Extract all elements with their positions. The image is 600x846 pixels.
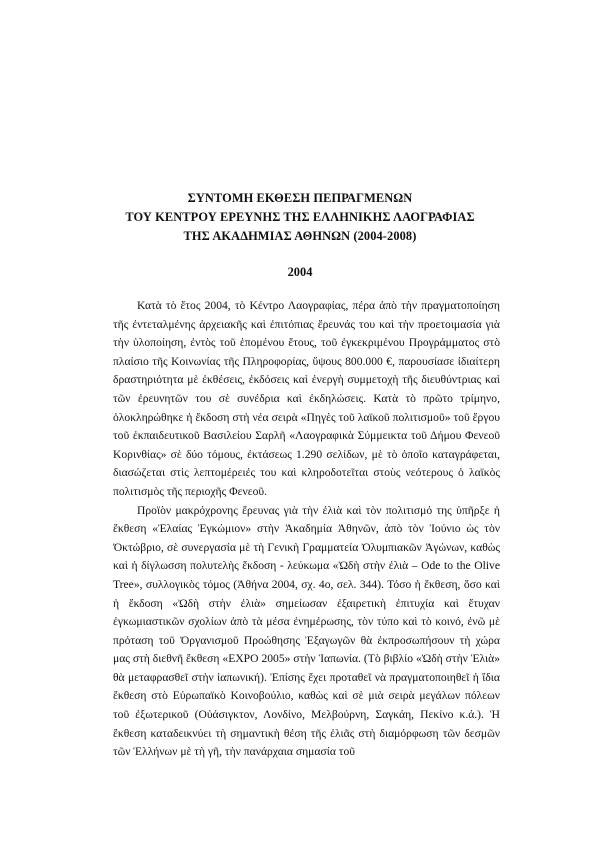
body-text	[113, 297, 500, 762]
paragraph-1: Κατὰ τὸ ἔτος 2004, τὸ Κέντρο Λαογραφίας, πέρα ἀπὸ τὴν πραγματοποίηση τῆς ἐντεταλμένης ἀρχειακῆς καὶ ἐπιτόπιας ἔρευνάς του καὶ τὴν προετοιμασία γιὰ τὴν ὑλοποίηση, ἐντὸς τοῦ ἑπομένου ἔτους, τοῦ ἐγκεκριμένου Προγράμματος στὸ πλαίσιο τῆς Κοινωνίας τῆς Πληροφορίας, ὕψους 800.000 €, παρουσίασε ἰδιαίτερη δραστηριότητα μὲ ἐκθέσεις, ἐκδόσεις καὶ ἐνεργὴ συμμετοχὴ τῆς διευθύντριας καὶ τῶν ἐρευνητῶν του σὲ συνέδρια καὶ ἐκδηλώσεις. Κατὰ τὸ πρῶτο τρίμηνο, ὁλοκληρώθηκε ἡ ἔκδοση στὴ νέα σειρὰ «Πηγὲς τοῦ λαϊκοῦ πολιτισμοῦ» τοῦ ἔργου τοῦ ἐκπαιδευτικοῦ Βασιλείου Σαρλῆ «Λαογραφικὰ Σύμμεικτα τοῦ Δήμου Φενεοῦ Κορινθίας» σὲ δύο τόμους, ἐκτάσεως 1.290 σελίδων, μὲ τὸ ὁποῖο καταγράφεται, διασώζεται στὶς λεπτομέρειές του καὶ κληροδοτεῖται στοὺς νεότερους ὁ λαϊκὸς πολιτισμὸς τῆς περιοχῆς Φενεοῦ.	[113, 299, 500, 498]
title-line-1: ΣΥΝΤΟΜΗ ΕΚΘΕΣΗ ΠΕΠΡΑΓΜΕΝΩΝ	[187, 191, 413, 205]
title-line-2: ΤΟΥ ΚΕΝΤΡΟΥ ΕΡΕΥΝΗΣ ΤΗΣ ΕΛΛΗΝΙΚΗΣ ΛΑΟΓΡΑΦΙΑΣ	[125, 210, 475, 224]
year-heading: 2004	[287, 265, 313, 279]
report-title	[100, 189, 500, 246]
title-line-3: ΤΗΣ ΑΚΑΔΗΜΙΑΣ ΑΘΗΝΩΝ (2004-2008)	[183, 229, 417, 243]
paragraph-2: Προϊὸν μακρόχρονης ἔρευνας γιὰ τὴν ἐλιὰ καὶ τὸν πολιτισμό της ὑπῆρξε ἡ ἔκθεση «Ἐλαίας Ἐγκώμιον» στὴν Ἀκαδημία Ἀθηνῶν, ἀπὸ τὸν Ἰούνιο ὡς τὸν Ὀκτώβριο, σὲ συνεργασία μὲ τὴ Γενικὴ Γραμματεία Ὀλυμπιακῶν Ἀγώνων, καθὼς καὶ ἡ δίγλωσση πολυτελὴς ἔκδοση - λεύκωμα «Ὠδὴ στὴν ἐλιὰ – Ode to the Olive Tree», συλλογικὸς τόμος (Ἀθήνα 2004, σχ. 4ο, σελ. 344). Τόσο ἡ ἔκθεση, ὅσο καὶ ἡ ἔκδοση «Ὠδὴ στὴν ἐλιὰ» σημείωσαν ἐξαιρετικὴ ἐπιτυχία καὶ ἔτυχαν ἐγκωμιαστικῶν σχολίων ἀπὸ τὰ μέσα ἐνημέρωσης, τὸν τύπο καὶ τὸ κοινό, ἐνῶ μὲ πρόταση τοῦ Ὀργανισμοῦ Προώθησης Ἐξαγωγῶν θὰ ἐκπροσωπήσουν τὴ χώρα μας στὴ διεθνῆ ἔκθεση «EXPO 2005» στὴν Ἰαπωνία. (Τὸ βιβλίο «Ὠδὴ στὴν Ἐλιὰ» θὰ μεταφρασθεῖ στὴν ἰαπωνική). Ἐπίσης ἔχει προταθεῖ νὰ πραγματοποιηθεῖ ἡ ἴδια ἔκθεση στὸ Εὐρωπαϊκὸ Κοινοβούλιο, καθὼς καὶ σὲ μιὰ σειρὰ μεγάλων πόλεων τοῦ ἐξωτερικοῦ (Οὐάσιγκτον, Λονδίνο, Μελβούρνη, Σαγκάη, Πεκίνο κ.ά.). Ἡ ἔκθεση καταδεικνύει τὴ σημαντικὴ θέση τῆς ἐλιᾶς στὴ διαμόρφωση τῶν δεσμῶν τῶν Ἑλλήνων μὲ τὴ γῆ, τὴν πανάρχαια σημασία τοῦ	[113, 503, 500, 759]
